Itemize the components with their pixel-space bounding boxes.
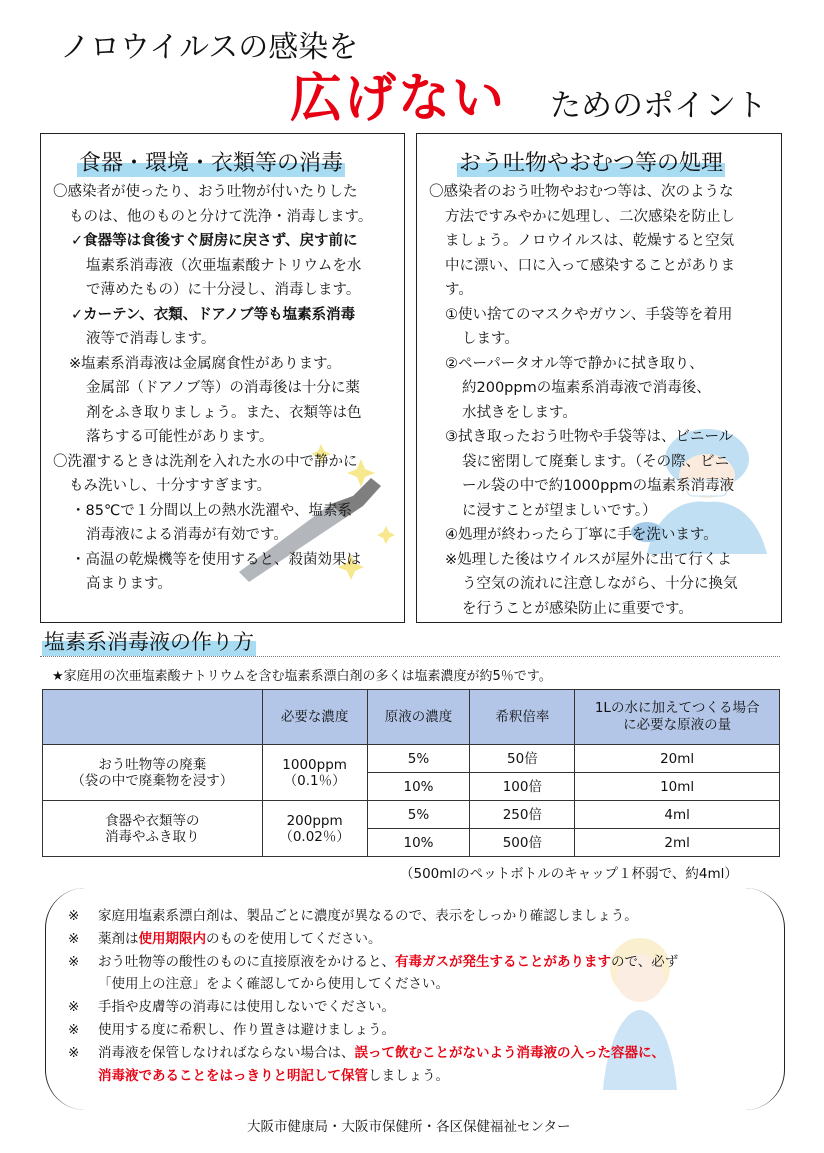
cell-line: 消毒やふき取り — [105, 828, 200, 845]
note-mark: ※ — [68, 1021, 80, 1038]
text-line: 〇感染者のおう吐物やおむつ等は、次のような — [429, 184, 734, 200]
text-line: ものは、他のものと分けて洗浄・消毒します。 — [69, 208, 373, 225]
amount-cell: 4ml — [575, 801, 780, 829]
amount-cell: 10ml — [575, 773, 780, 801]
amount-cell: 20ml — [575, 745, 780, 773]
note-mark: ※ — [68, 908, 80, 924]
note-item — [68, 1019, 678, 1042]
note-item — [68, 905, 678, 928]
note-text: 家庭用塩素系漂白剤は、製品ごとに濃度が異なるので、表示をしっかり確認しましょう。 — [98, 908, 638, 924]
note-text: おう吐物等の酸性のものに直接原液をかけると、 — [98, 953, 395, 970]
text-line: ール袋の中で約1000ppmの塩素系消毒液 — [462, 478, 735, 494]
text-line: ④処理が終わったら丁寧に手を洗います。 — [445, 527, 718, 543]
disinfection-panel — [40, 133, 405, 623]
dilution-table — [42, 689, 780, 857]
text-line: 方法ですみやかに処理し、二次感染を防止し — [445, 208, 735, 225]
text-line: 袋に密閉して廃棄します。（その際、ビニ — [462, 453, 730, 470]
use-cell — [43, 801, 263, 857]
cell-line: 1000ppm — [282, 756, 347, 773]
text-line: う空気の流れに注意しながら、十分に換気 — [462, 576, 738, 592]
note-mark: ※ — [68, 1044, 80, 1061]
note-warning-text: 有毒ガスが発生することがあります — [395, 953, 611, 970]
note-text: ので、必ず — [611, 953, 679, 970]
text-line: ✓カーテン、衣類、ドアノブ等も塩素系消毒 — [71, 306, 356, 323]
text-line: 中に漂い、口に入って感染することがありま — [445, 257, 735, 274]
text-line: ・85℃で１分間以上の熱水洗濯や、塩素系 — [71, 502, 352, 519]
header-line: 1Lの水に加えてつくる場合 — [594, 700, 760, 716]
text-line: 剤をふき取りましょう。また、衣類等は色 — [86, 404, 362, 421]
ratio-cell: 50倍 — [470, 745, 575, 773]
text-line: もみ洗いし、十分すすぎます。 — [69, 478, 271, 494]
text-line: で薄めたもの）に十分浸し、消毒します。 — [86, 282, 361, 298]
text-line: 液等で消毒します。 — [86, 331, 216, 347]
text-line: 消毒液による消毒が有効です。 — [86, 527, 288, 543]
text-line: ましょう。ノロウイルスは、乾燥すると空気 — [445, 233, 735, 249]
note-item — [68, 951, 678, 974]
stock-cell: 10% — [367, 773, 470, 801]
title-emphasis: 広げない — [290, 69, 507, 129]
note-mark: ※ — [68, 999, 80, 1016]
text-line: ※処理した後はウイルスが屋外に出て行くよ — [445, 551, 732, 568]
table-header-amount — [575, 690, 780, 745]
text-line: 高まります。 — [86, 576, 172, 592]
dilution-heading: 塩素系消毒液の作り方 — [42, 626, 256, 656]
right-panel-heading: おう吐物やおむつ等の処理 — [457, 146, 725, 177]
left-panel-body — [53, 180, 372, 597]
note-item — [68, 973, 678, 996]
text-line: ・高温の乾燥機等を使用すると、殺菌効果は — [71, 551, 361, 568]
note-item — [68, 928, 678, 951]
note-mark: ※ — [68, 930, 80, 947]
footer-issuer: 大阪市健康局・大阪市保健所・各区保健福祉センター — [247, 1119, 571, 1135]
text-line: 塩素系消毒液（次亜塩素酸ナトリウムを水 — [86, 257, 362, 274]
concentration-cell — [262, 745, 367, 801]
cell-line: （0.02％） — [279, 828, 350, 845]
table-row — [43, 745, 780, 773]
note-text: 使用する度に希釈し、作り置きは避けましょう。 — [98, 1021, 395, 1038]
right-panel-body — [429, 180, 738, 621]
text-line: ✓食器等は食後すぐ厨房に戻さず、戻す前に — [71, 233, 358, 249]
text-line: ①使い捨てのマスクやガウン、手袋等を着用 — [445, 306, 733, 323]
note-text: のものを使用してください。 — [206, 930, 382, 947]
text-line: 〇感染者が使ったり、おう吐物が付いたりした — [53, 184, 358, 200]
notes-list — [68, 905, 678, 1087]
note-item — [68, 1042, 678, 1065]
note-warning-text: 消毒液であることをはっきりと明記して保管 — [98, 1067, 368, 1084]
left-panel-heading: 食器・環境・衣類等の消毒 — [77, 146, 345, 177]
text-line: ※塩素系消毒液は金属腐食性があります。 — [69, 355, 341, 372]
header-line: に必要な原液の量 — [623, 717, 732, 733]
text-line: ③拭き取ったおう吐物や手袋等は、ビニール — [445, 429, 734, 445]
table-header-row — [43, 690, 780, 745]
text-line: 金属部（ドアノブ等）の消毒後は十分に薬 — [86, 380, 360, 396]
section-divider — [40, 656, 780, 657]
note-text: 薬剤は — [98, 930, 139, 947]
note-text: しましょう。 — [368, 1067, 449, 1084]
text-line: を行うことが感染防止に重要です。 — [462, 600, 693, 617]
bottle-cap-note: （500mlのペットボトルのキャップ１杯弱で、約4ml） — [400, 866, 738, 882]
concentration-cell — [262, 801, 367, 857]
cell-line: おう吐物等の廃棄 — [98, 756, 207, 773]
note-warning-text: 誤って飲むことがないよう消毒液の入った容器に、 — [354, 1044, 665, 1061]
text-line: す。 — [445, 282, 473, 298]
note-text: 手指や皮膚等の消毒には使用しないでください。 — [98, 999, 395, 1016]
text-line: します。 — [462, 331, 519, 347]
sparkle-icon — [377, 526, 395, 544]
text-line: 約200ppmの塩素系消毒液で消毒後、 — [462, 380, 711, 396]
note-text: 「使用上の注意」をよく確認してから使用してください。 — [98, 976, 449, 993]
text-line: 〇洗濯するときは洗剤を入れた水の中で静かに — [53, 453, 358, 470]
use-cell — [43, 745, 263, 801]
note-text: 消毒液を保管しなければならない場合は、 — [98, 1044, 355, 1061]
ratio-cell: 250倍 — [470, 801, 575, 829]
table-header-dilution-ratio: 希釈倍率 — [470, 690, 575, 745]
table-header-stock-conc: 原液の濃度 — [367, 690, 470, 745]
table-header-required-conc: 必要な濃度 — [262, 690, 367, 745]
note-mark: ※ — [68, 953, 80, 970]
chlorine-note: ★家庭用の次亜塩素酸ナトリウムを含む塩素系漂白剤の多くは塩素濃度が約5％です。 — [52, 669, 552, 684]
note-item — [68, 996, 678, 1019]
ratio-cell: 500倍 — [470, 829, 575, 857]
title-suffix: ためのポイント — [550, 88, 767, 124]
vomit-handling-panel — [416, 133, 782, 623]
text-line: 水拭きをします。 — [462, 404, 577, 421]
table-header-use — [43, 690, 263, 745]
note-item — [68, 1065, 678, 1088]
cell-line: 食器や衣類等の — [105, 812, 200, 829]
stock-cell: 10% — [367, 829, 470, 857]
text-line: に浸すことが望ましいです。） — [462, 502, 657, 519]
text-line: ②ペーパータオル等で静かに拭き取り、 — [445, 355, 704, 372]
cell-line: （袋の中で廃棄物を浸す） — [71, 772, 234, 789]
note-warning-text: 使用期限内 — [138, 930, 206, 947]
stock-cell: 5% — [367, 801, 470, 829]
stock-cell: 5% — [367, 745, 470, 773]
cell-line: 200ppm — [286, 812, 343, 829]
title-line1: ノロウイルスの感染を — [60, 30, 359, 65]
table-row — [43, 801, 780, 829]
amount-cell: 2ml — [575, 829, 780, 857]
ratio-cell: 100倍 — [470, 773, 575, 801]
text-line: 落ちする可能性があります。 — [86, 429, 274, 445]
cell-line: （0.1％） — [283, 772, 346, 789]
